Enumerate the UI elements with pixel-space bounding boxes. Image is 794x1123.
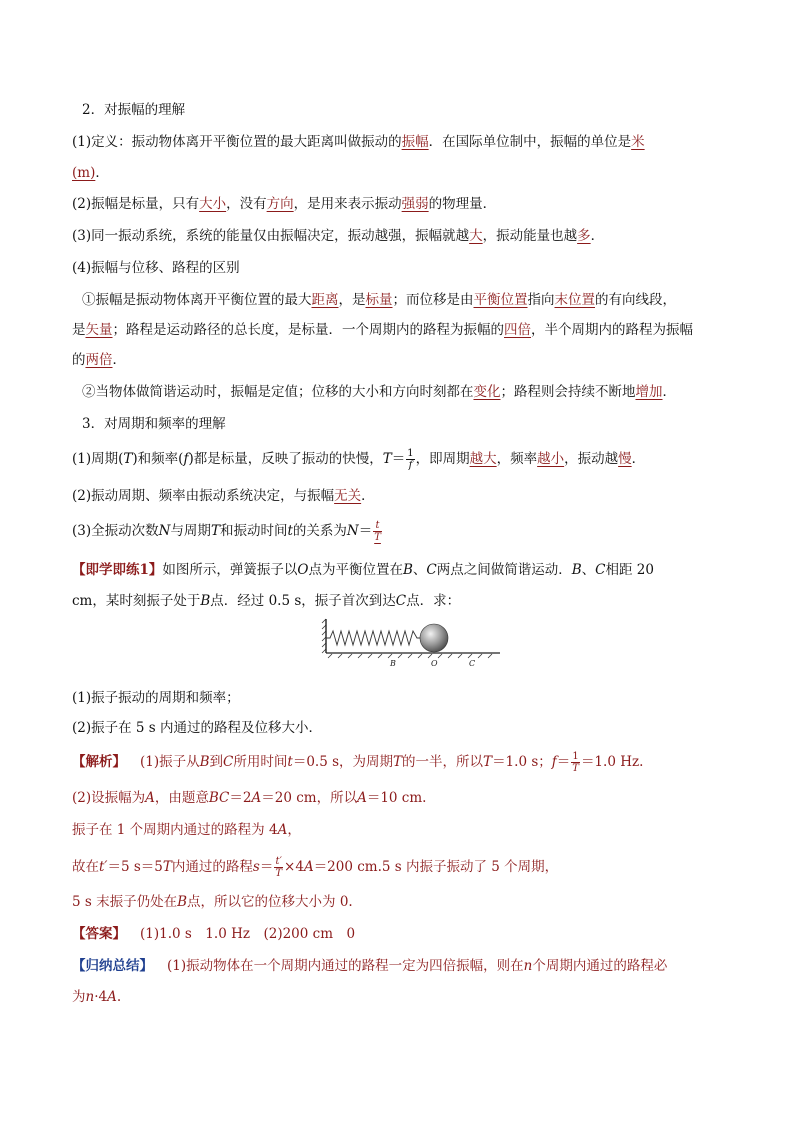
fraction-1-over-f: $\frac{1}{f}$ <box>407 448 414 471</box>
summary-tag: 【归纳总结】 <box>72 958 153 974</box>
amplitude-definition-line-2: (m)． <box>72 165 109 181</box>
difference-line-1: ①振幅是振动物体离开平衡位置的最大距离，是标量；而位移是由平衡位置指向末位置的有向线段， <box>82 292 676 308</box>
summary-line-2: 为n·4A. <box>72 989 122 1005</box>
fraction-t-over-T: $\frac{t}{T}$ <box>374 520 381 543</box>
period-system-line: (2)振动周期、频率由振动系统决定，与振幅无关． <box>72 488 375 504</box>
amplitude-scalar-line: (2)振幅是标量，只有大小，没有方向，是用来表示振动强弱的物理量． <box>72 196 497 212</box>
floor-hatching <box>328 654 492 658</box>
subquestion-2: (2)振子在 5 s 内通过的路程及位移大小． <box>72 720 323 736</box>
oscillator-ball <box>420 624 448 652</box>
fraction-1-over-T: $\frac{1}{T}$ <box>572 751 579 774</box>
amplitude-difference-heading: (4)振幅与位移、路程的区别 <box>72 260 240 276</box>
analysis-line-2: (2)设振幅为A，由题意BC＝2A＝20 cm，所以A＝10 cm. <box>72 790 427 806</box>
subquestion-1: (1)振子振动的周期和频率； <box>72 690 240 706</box>
amplitude-definition-line-1: (1)定义：振动物体离开平衡位置的最大距离叫做振动的振幅．在国际单位制中，振幅的单位是米 <box>72 134 645 150</box>
analysis-tag: 【解析】 <box>72 754 126 770</box>
analysis-line-4: 故在t′＝5 s＝5T内通过的路程s＝ $\frac{t'}{T}$ ×4A＝200 cm.5 s 内振子振动了 5 个周期， <box>72 856 559 879</box>
analysis-line-5: 5 s 末振子仍处在B点，所以它的位移大小为 0. <box>72 894 353 910</box>
amplitude-energy-line: (3)同一振动系统，系统的能量仅由振幅决定，振动越强，振幅就越大，振动能量也越多． <box>72 228 605 244</box>
fraction-t-prime-over-T: $\frac{t'}{T}$ <box>275 856 283 879</box>
answer-tag: 【答案】 <box>72 926 126 942</box>
exercise-question-line-2: cm，某时刻振子处于B点．经过 0.5 s，振子首次到达C点．求： <box>72 593 461 609</box>
point-b-label: B <box>390 659 396 668</box>
exercise-tag: 【即学即练1】 <box>72 562 163 578</box>
spring-oscillator-figure <box>318 617 504 671</box>
answer-text: (1)1.0 s 1.0 Hz (2)200 cm 0 <box>140 926 356 942</box>
point-o-label: O <box>431 659 438 668</box>
difference-line-3: 的两倍． <box>72 352 126 368</box>
difference-line-2: 是矢量；路程是运动路径的总长度，是标量．一个周期内的路程为振幅的四倍，半个周期内的路程为振幅 <box>72 322 693 338</box>
answer-line <box>72 924 355 944</box>
period-frequency-line: (1)周期(T)和频率(f)都是标量，反映了振动的快慢，T＝ $\frac{1}{f}$ ，即周期越大，频率越小，振动越慢． <box>72 448 646 471</box>
simple-harmonic-note: ②当物体做简谐运动时，振幅是定值；位移的大小和方向时刻都在变化；路程则会持续不断地增加． <box>82 384 676 400</box>
section-2-title: 2．对振幅的理解 <box>82 102 186 118</box>
analysis-line-3: 振子在 1 个周期内通过的路程为 4A， <box>72 822 301 838</box>
exercise-question-line-1: 【即学即练1】如图所示，弹簧振子以O点为平衡位置在B、C两点之间做简谐运动．B、C相距 20 <box>72 562 654 578</box>
section-3-title: 3．对周期和频率的理解 <box>82 416 226 432</box>
vibration-count-line: (3)全振动次数N与周期T和振动时间t的关系为N＝ $\frac{t}{T}$ <box>72 520 381 543</box>
point-c-label: C <box>469 659 476 668</box>
summary-line-1: 【归纳总结】 (1)振动物体在一个周期内通过的路程一定为四倍振幅，则在n个周期内通过的路程必 <box>72 958 668 974</box>
analysis-line-1: 【解析】 (1)振子从B到C所用时间t＝0.5 s，为周期T的一半，所以T＝1.0 s；f＝ $\frac{1}{T}$ ＝1.0 Hz. <box>72 751 644 774</box>
spring <box>326 631 422 645</box>
